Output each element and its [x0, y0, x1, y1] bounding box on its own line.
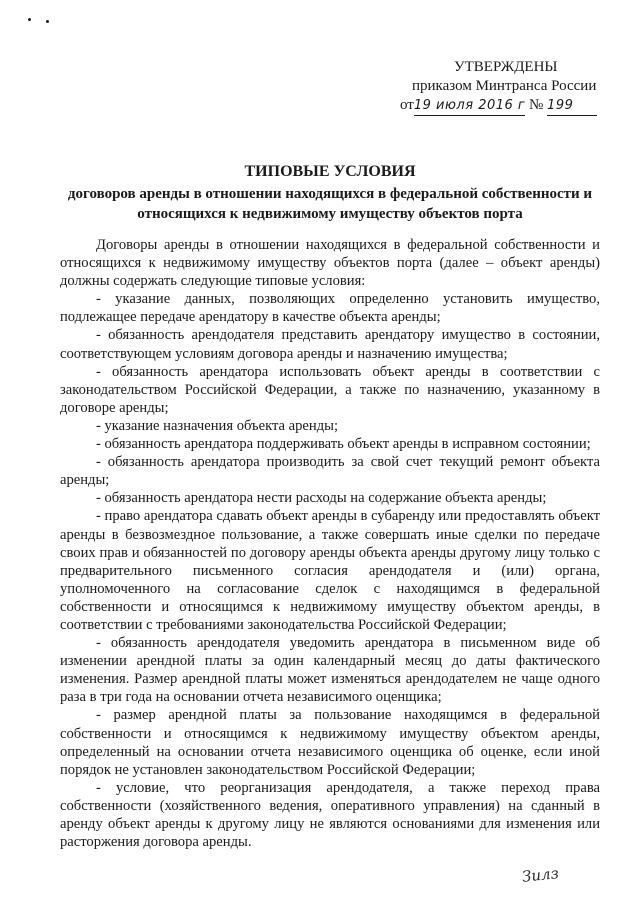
handwritten-signature-mark: Зилз	[521, 864, 560, 886]
body-paragraph: - обязанность арендатора использовать объект аренды в соответствии с законодательством Российской Федерации, а также по назначению, указанному в договоре аренды;	[60, 363, 600, 416]
body-paragraph: Договоры аренды в отношении находящихся в федеральной собственности и относящихся к недвижимому имуществу объектов порта (далее – объект аренды) должны содержать следующие типовые условия:	[60, 237, 600, 290]
body-paragraph: - право арендатора сдавать объект аренды в субаренду или предоставлять объект аренды в безвозмездное пользование, а также совершать иные сделки по передаче своих прав и обязанностей по договору аренды объекта аренды другому лицу только с предварительного письменного согласия арендодателя и (или) органа, уполномоченного на согласование сделок с находящимся в федеральной собственности и относящимся к недвижимому имуществу объектом аренды, в соответствии с требованиями законодательства Российской Федерации;	[60, 508, 600, 633]
date-prefix: от	[400, 97, 414, 113]
handwritten-order-number: 199	[547, 96, 597, 116]
body-paragraph: - обязанность арендодателя уведомить арендатора в письменном виде об изменении арендной платы за один календарный месяц до даты фактического изменения. Размер арендной платы может изменяться арендодателем не чаще одного раза в три года на основании отчета независимого оценщика;	[60, 635, 600, 706]
approval-block	[400, 58, 600, 116]
body-paragraph: - указание данных, позволяющих определенно установить имущество, подлежащее передаче арендатору в качестве объекта аренды;	[60, 291, 600, 326]
body-paragraph: - обязанность арендатора нести расходы на содержание объекта аренды;	[96, 490, 547, 507]
body-paragraph: - обязанность арендодателя представить арендатору имущество в состоянии, соответствующем условиям договора аренды и назначению имущества;	[60, 327, 600, 362]
document-subtitle: договоров аренды в отношении находящихся в федеральной собственности и относящихся к недвижимому имуществу объектов порта	[67, 186, 593, 222]
document-title: ТИПОВЫЕ УСЛОВИЯ	[244, 163, 416, 180]
scan-dot-mark	[28, 18, 31, 21]
approval-heading: УТВЕРЖДЕНЫ	[454, 59, 558, 75]
approval-date-line	[400, 96, 600, 116]
document-title-block	[40, 162, 620, 224]
body-paragraph: - указание назначения объекта аренды;	[96, 417, 339, 434]
handwritten-date: 19 июля 2016 г	[414, 96, 525, 116]
number-prefix: №	[528, 97, 544, 113]
approval-order-line: приказом Минтранса России	[412, 78, 597, 94]
body-paragraph: - обязанность арендатора поддерживать объект аренды в исправном состоянии;	[96, 436, 591, 453]
body-paragraph: - обязанность арендатора производить за свой счет текущий ремонт объекта аренды;	[60, 454, 600, 489]
body-paragraph: - размер арендной платы за пользование находящимся в федеральной собственности и относящимся к недвижимому имуществу объектом аренды, определенный на основании отчета независимого оценщика об оценке, если иной порядок не установлен законодательством Российской Федерации;	[60, 707, 600, 778]
document-body	[60, 236, 600, 851]
scan-dot-mark	[46, 20, 49, 23]
body-paragraph: - условие, что реорганизация арендодателя, а также переход права собственности (хозяйственного ведения, оперативного управления) на сданный в аренду объект аренды к другому лицу не являются основаниями для изменения или расторжения договора аренды.	[60, 779, 600, 851]
